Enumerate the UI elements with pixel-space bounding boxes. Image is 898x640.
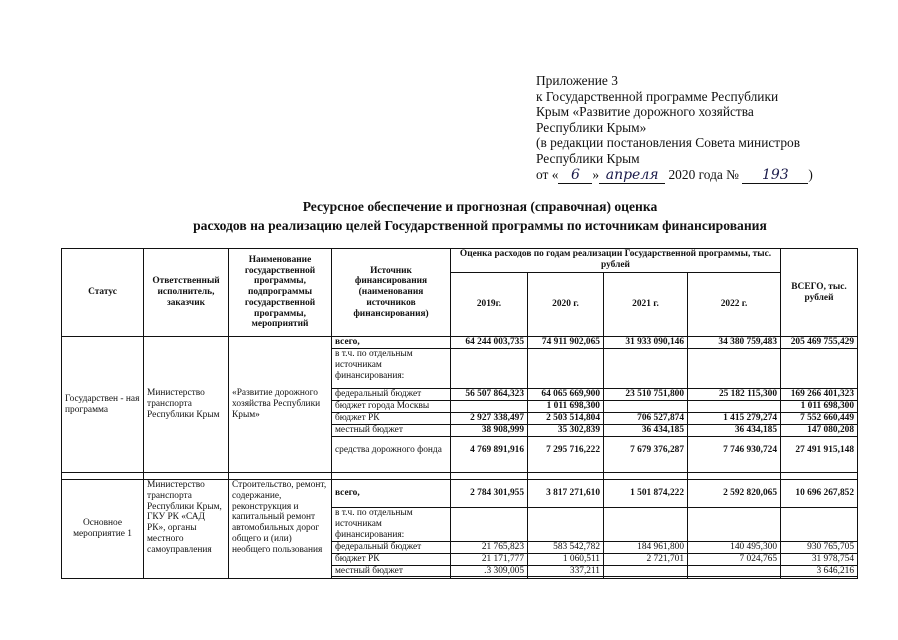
program-cell: «Развитие дорожного хозяйства Республики Крым» [229,337,332,473]
value-cell: 23 510 751,800 [604,389,688,401]
executor-cell: Министерство транспорта Республики Крым, ГКУ РК «САД РК», органы местного самоуправления [144,480,229,579]
value-cell: 1 011 698,300 [528,401,604,413]
value-cell: 64 244 003,735 [451,337,528,349]
date-day: 6 [558,168,592,185]
source-cell: всего, [332,337,451,349]
source-cell: федеральный бюджет [332,389,451,401]
source-cell: федеральный бюджет [332,542,451,554]
date-mid: » [592,166,600,182]
value-cell: 2 503 514,804 [528,413,604,425]
value-cell: 7 679 376,287 [604,437,688,473]
total-cell: 1 011 698,300 [781,401,858,413]
value-cell: 1 415 279,274 [688,413,781,425]
source-cell: всего, [332,480,451,508]
appendix-line: Республики Крым» [536,119,647,135]
value-cell: 21 171,777 [451,553,528,565]
source-cell: бюджет РК [332,553,451,565]
source-cell: местный бюджет [332,565,451,577]
total-cell: 205 469 755,429 [781,337,858,349]
date-suffix: ) [808,166,813,182]
value-cell: 2 784 301,955 [451,480,528,508]
value-cell: 56 507 864,323 [451,389,528,401]
header-year-2020: 2020 г. [528,273,604,337]
appendix-line: Приложение 3 [536,73,618,88]
value-cell: 35 302,839 [528,425,604,437]
status-cell: Государствен - ная программа [62,337,144,473]
appendix-line: Крым «Развитие дорожного хозяйства [536,104,754,120]
total-cell: 31 978,754 [781,553,858,565]
value-cell: 7 746 930,724 [688,437,781,473]
header-year-2019: 2019г. [451,273,528,337]
document-title-line-2: расходов на реализацию целей Государственной программы по источникам финансирования [193,218,767,233]
source-cell: бюджет города Москвы [332,401,451,413]
header-status: Статус [62,249,144,337]
header-total: ВСЕГО, тыс. рублей [781,249,858,337]
source-cell: бюджет РК [332,413,451,425]
value-cell: 21 765,823 [451,542,528,554]
total-cell: 147 080,208 [781,425,858,437]
program-cell: Строительство, ремонт, содержание, реконструкция и капитальный ремонт автомобильных дорог общего и (или) необщего пользования [229,480,332,579]
value-cell: 184 961,800 [604,542,688,554]
date-number: 193 [742,168,808,185]
appendix-line: Республики Крым [536,150,640,166]
value-cell: .3 309,005 [451,565,528,577]
value-cell: 140 495,300 [688,542,781,554]
executor-cell: Министерство транспорта Республики Крым [144,337,229,473]
source-cell: в т.ч. по отдельным источникам финансирования: [332,349,451,389]
header-estimate: Оценка расходов по годам реализации Государственной программы, тыс. рублей [451,249,781,273]
resources-table [61,248,858,579]
header-year-2022: 2022 г. [688,273,781,337]
value-cell: 337,211 [528,565,604,577]
value-cell: 7 024,765 [688,553,781,565]
table-row [62,480,858,508]
table-spacer [62,473,858,480]
table-row [62,337,858,349]
appendix-block [536,73,876,184]
total-cell: 10 696 267,852 [781,480,858,508]
value-cell: 2 592 820,065 [688,480,781,508]
value-cell: 3 817 271,610 [528,480,604,508]
source-cell: в т.ч. по отдельным источникам финансирования: [332,508,451,542]
value-cell: 34 380 759,483 [688,337,781,349]
value-cell: 706 527,874 [604,413,688,425]
value-cell: 7 295 716,222 [528,437,604,473]
value-cell: 31 933 090,146 [604,337,688,349]
value-cell: 1 060,511 [528,553,604,565]
total-cell: 3 646,216 [781,565,858,577]
total-cell: 7 552 660,449 [781,413,858,425]
date-year: 2020 года № [668,166,739,182]
header-program: Наименование государственной программы, подпрограммы государственной программы, мероприятий [229,249,332,337]
header-executor: Ответственный исполнитель, заказчик [144,249,229,337]
value-cell: 64 065 669,900 [528,389,604,401]
value-cell: 2 927 338,497 [451,413,528,425]
appendix-date-line [536,167,876,185]
total-cell: 930 765,705 [781,542,858,554]
value-cell: 2 721,701 [604,553,688,565]
total-cell: 169 266 401,323 [781,389,858,401]
value-cell: 36 434,185 [688,425,781,437]
total-cell: 27 491 915,148 [781,437,858,473]
appendix-line: (в редакции постановления Совета министров [536,135,801,151]
date-month: апреля [599,168,665,185]
source-cell: средства дорожного фонда [332,437,451,473]
value-cell: 74 911 902,065 [528,337,604,349]
header-source: Источник финансирования (наименования источников финансирования) [332,249,451,337]
value-cell: 36 434,185 [604,425,688,437]
value-cell: 38 908,999 [451,425,528,437]
header-year-2021: 2021 г. [604,273,688,337]
status-cell: Основное мероприятие 1 [62,480,144,579]
document-title-line-1: Ресурсное обеспечение и прогнозная (справочная) оценка [302,199,658,214]
value-cell: 583 542,782 [528,542,604,554]
value-cell: 1 501 874,222 [604,480,688,508]
value-cell: 25 182 115,300 [688,389,781,401]
value-cell: 4 769 891,916 [451,437,528,473]
date-prefix: от « [536,166,559,182]
source-cell: местный бюджет [332,425,451,437]
appendix-line: к Государственной программе Республики [536,88,779,104]
